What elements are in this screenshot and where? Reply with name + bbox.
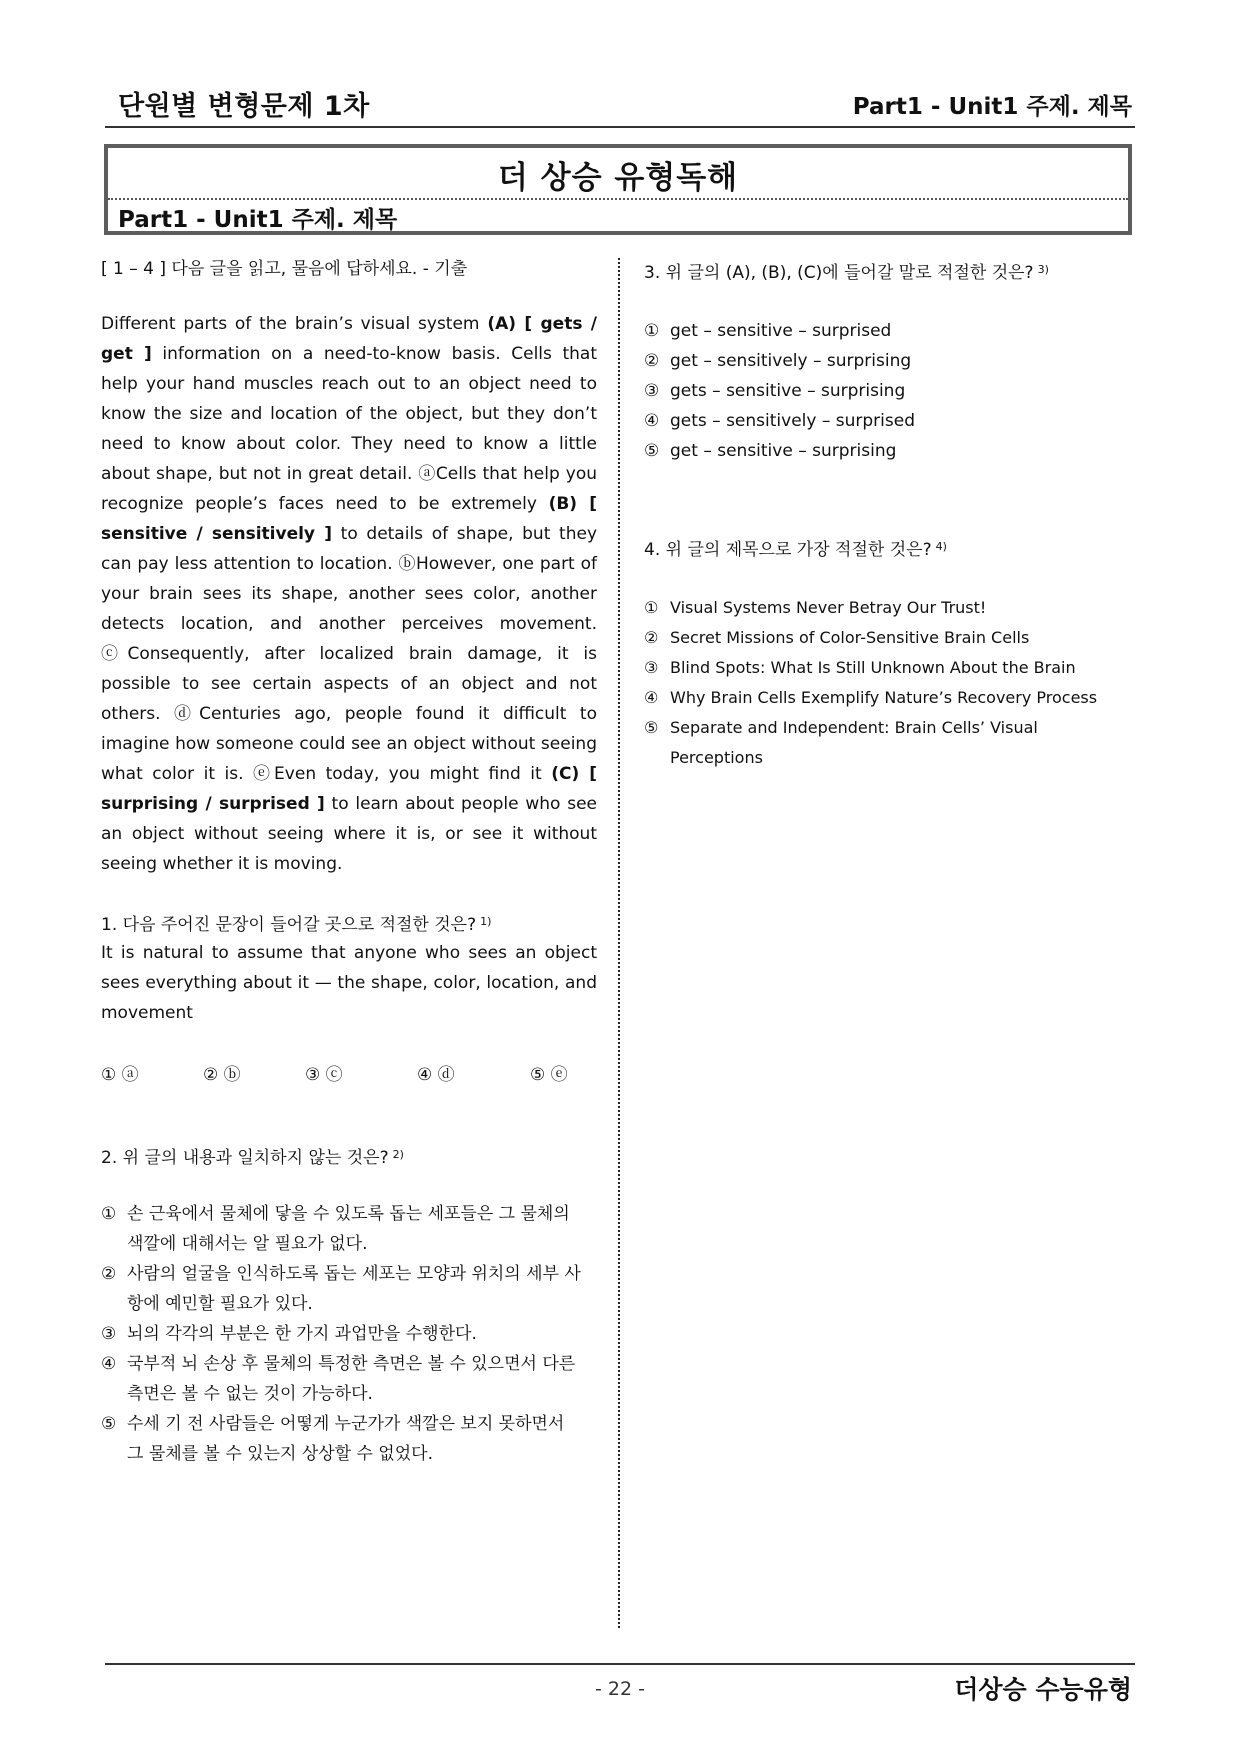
question-number: 1.	[101, 915, 118, 935]
footnote-ref: 1)	[480, 915, 492, 928]
reading-passage	[101, 309, 597, 879]
question-4	[644, 534, 1144, 773]
page-number: - 22 -	[595, 1678, 645, 1700]
section-subtitle: Part1 - Unit1 주제. 제목	[118, 207, 398, 233]
option-1[interactable]: ① get – sensitive – surprised	[644, 321, 892, 341]
column-divider	[618, 258, 620, 1628]
option-2[interactable]: ② 사람의 얼굴을 인식하도록 돕는 세포는 모양과 위치의 세부 사항에 예민할 필요가 있다.	[101, 1264, 581, 1314]
passage-text: information on a need-to-know basis. Cells that help your hand muscles reach out to an object need to know the size and location of the object, but they don’t need to know about color. They need to know a little about shape, but not in great detail. ⓐCells that help you recognize people’s faces need to be extremely	[101, 344, 598, 514]
passage-text: to learn about people who see an object without seeing where it is, or see it without seeing whether it is moving.	[101, 794, 597, 874]
option-1[interactable]: ① ⓐ	[101, 1065, 139, 1085]
blank-c: (C) [ surprising / surprised ]	[101, 764, 597, 814]
section-title: 더 상승 유형독해	[497, 160, 739, 196]
option-3[interactable]: ③ gets – sensitive – surprising	[644, 381, 906, 401]
option-5[interactable]: ⑤ 수세 기 전 사람들은 어떻게 누군가가 색깔은 보지 못하면서 그 물체를 볼 수 있는지 상상할 수 없었다.	[101, 1414, 565, 1464]
left-column	[101, 257, 597, 1469]
option-2[interactable]: ② ⓑ	[203, 1065, 241, 1085]
option-4[interactable]: ④ gets – sensitively – surprised	[644, 411, 915, 431]
footnote-ref: 2)	[392, 1148, 404, 1161]
worksheet-title: 단원별 변형문제 1차	[118, 91, 370, 122]
question-prompt	[101, 1142, 597, 1171]
option-5[interactable]: ⑤ get – sensitive – surprising	[644, 441, 897, 461]
question-text: 위 글의 (A), (B), (C)에 들어갈 말로 적절한 것은?	[665, 263, 1034, 283]
unit-label: Part1 - Unit1 주제. 제목	[852, 94, 1132, 120]
dotted-separator	[108, 198, 1128, 200]
passage-text: Different parts of the brain’s visual system	[101, 314, 488, 334]
blank-a: (A) [ gets / get ]	[101, 314, 597, 364]
question-number: 2.	[101, 1148, 118, 1168]
option-1[interactable]: ① Visual Systems Never Betray Our Trust!	[644, 598, 987, 617]
option-4[interactable]: ④ Why Brain Cells Exemplify Nature’s Recovery Process	[644, 688, 1098, 707]
question-prompt	[644, 534, 1144, 563]
option-5[interactable]: ⑤ ⓔ	[530, 1065, 568, 1085]
option-2[interactable]: ② Secret Missions of Color-Sensitive Brain Cells	[644, 628, 1030, 647]
question-prompt	[644, 257, 1144, 286]
footnote-ref: 4)	[935, 540, 947, 553]
question-number: 3.	[644, 263, 661, 283]
blank-b: (B) [ sensitive / sensitively ]	[101, 494, 597, 544]
passage-text: to details of shape, but they can pay less attention to location. ⓑHowever, one part of your brain sees its shape, another sees color, another detects location, and another perceives movement. ⓒConsequently, after localized brain damage, it is possible to see certain aspects of an object and not others. ⓓCenturies ago, people found it difficult to imagine how someone could see an object without seeing what color it is. ⓔEven today, you might find it	[101, 524, 598, 784]
option-4[interactable]: ④ 국부적 뇌 손상 후 물체의 특정한 측면은 볼 수 있으면서 다른 측면은 볼 수 없는 것이 가능하다.	[101, 1354, 576, 1404]
title-box	[104, 144, 1132, 235]
footnote-ref: 3)	[1037, 263, 1049, 276]
instruction: [ 1 – 4 ] 다음 글을 읽고, 물음에 답하세요. - 기출	[101, 259, 468, 279]
header-divider	[105, 126, 1135, 128]
question-text: 위 글의 내용과 일치하지 않는 것은?	[122, 1148, 389, 1168]
footer-divider	[105, 1663, 1135, 1665]
option-3[interactable]: ③ 뇌의 각각의 부분은 한 가지 과업만을 수행한다.	[101, 1324, 477, 1344]
option-4[interactable]: ④ ⓓ	[417, 1065, 455, 1085]
option-2[interactable]: ② get – sensitively – surprising	[644, 351, 912, 371]
option-3[interactable]: ③ ⓒ	[305, 1065, 343, 1085]
brand-label: 더상승 수능유형	[954, 1675, 1132, 1704]
option-1[interactable]: ① 손 근육에서 물체에 닿을 수 있도록 돕는 세포들은 그 물체의 색깔에 대해서는 알 필요가 없다.	[101, 1204, 570, 1254]
answer-options	[101, 1060, 597, 1090]
question-prompt	[101, 909, 597, 938]
question-text: 위 글의 제목으로 가장 적절한 것은?	[665, 540, 932, 560]
question-2	[101, 1142, 597, 1469]
option-3[interactable]: ③ Blind Spots: What Is Still Unknown About the Brain	[644, 658, 1076, 677]
given-sentence: It is natural to assume that anyone who sees an object sees everything about it — the shape, color, location, and movement	[101, 943, 597, 1023]
right-column	[644, 257, 1144, 773]
option-5[interactable]: ⑤ Separate and Independent: Brain Cells’ Visual Perceptions	[644, 718, 1038, 767]
question-1	[101, 909, 597, 1090]
question-text: 다음 주어진 문장이 들어갈 곳으로 적절한 것은?	[122, 915, 477, 935]
question-3	[644, 257, 1144, 466]
question-number: 4.	[644, 540, 661, 560]
